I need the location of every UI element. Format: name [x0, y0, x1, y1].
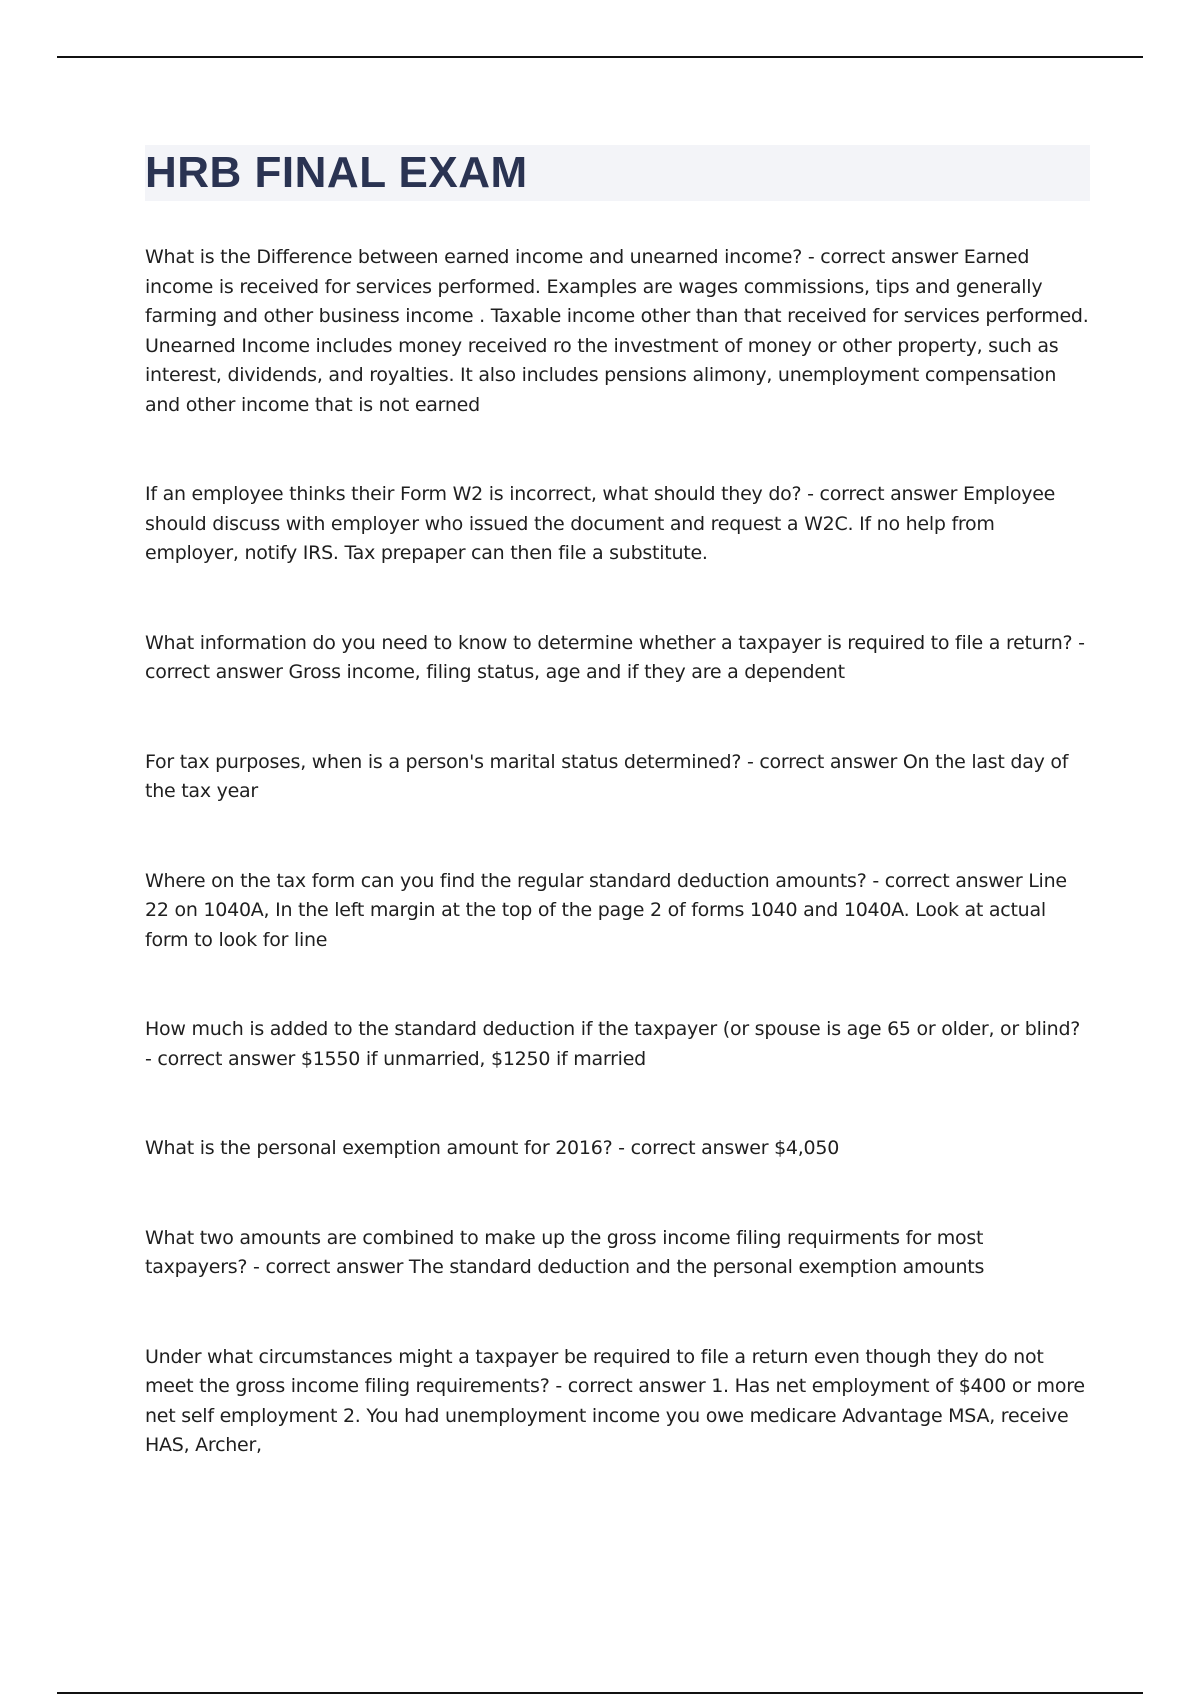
- qa-entry: What is the Difference between earned income and unearned income? - correct answer Earned income is received for services performed. Examples are wages commissions, tips and generally farming and other business income . Taxable income other than that received for services performed. Unearned Income includes money received ro the investment of money or other property, such as interest, dividends, and royalties. It also includes pensions alimony, unemployment compensation and other income that is not earned: [145, 246, 1089, 416]
- qa-entry: How much is added to the standard deduction if the taxpayer (or spouse is age 65 or older, or blind? - correct answer $1550 if unmarried, $1250 if married: [145, 1018, 1081, 1070]
- title-band: [145, 145, 1090, 201]
- document-title: HRB FINAL EXAM: [145, 148, 528, 197]
- qa-entry: What information do you need to know to determine whether a taxpayer is required to file a return? - correct answer Gross income, filing status, age and if they are a dependent: [145, 631, 1085, 683]
- qa-entry: Under what circumstances might a taxpayer be required to file a return even though they do not meet the gross income filing requirements? - correct answer 1. Has net employment of $400 or more net self employment 2. You had unemployment income you owe medicare Advantage MSA, receive HAS, Archer,: [145, 1345, 1085, 1456]
- qa-entry: What two amounts are combined to make up the gross income filing requirments for most taxpayers? - correct answer The standard deduction and the personal exemption amounts: [145, 1226, 985, 1278]
- qa-entry: What is the personal exemption amount for 2016? - correct answer $4,050: [145, 1137, 840, 1159]
- qa-entry: If an employee thinks their Form W2 is incorrect, what should they do? - correct answer Employee should discuss with employer who issued the document and request a W2C. If no help from employer, notify IRS. Tax prepaper can then file a substitute.: [145, 483, 1056, 564]
- top-rule: [57, 56, 1143, 58]
- bottom-rule: [57, 1692, 1143, 1694]
- qa-entry: Where on the tax form can you find the regular standard deduction amounts? - correct answer Line 22 on 1040A, In the left margin at the top of the page 2 of forms 1040 and 1040A. Look at actual form to look for line: [145, 869, 1067, 951]
- document-page: [145, 145, 1090, 1461]
- qa-entry: For tax purposes, when is a person's marital status determined? - correct answer On the last day of the tax year: [145, 750, 1069, 802]
